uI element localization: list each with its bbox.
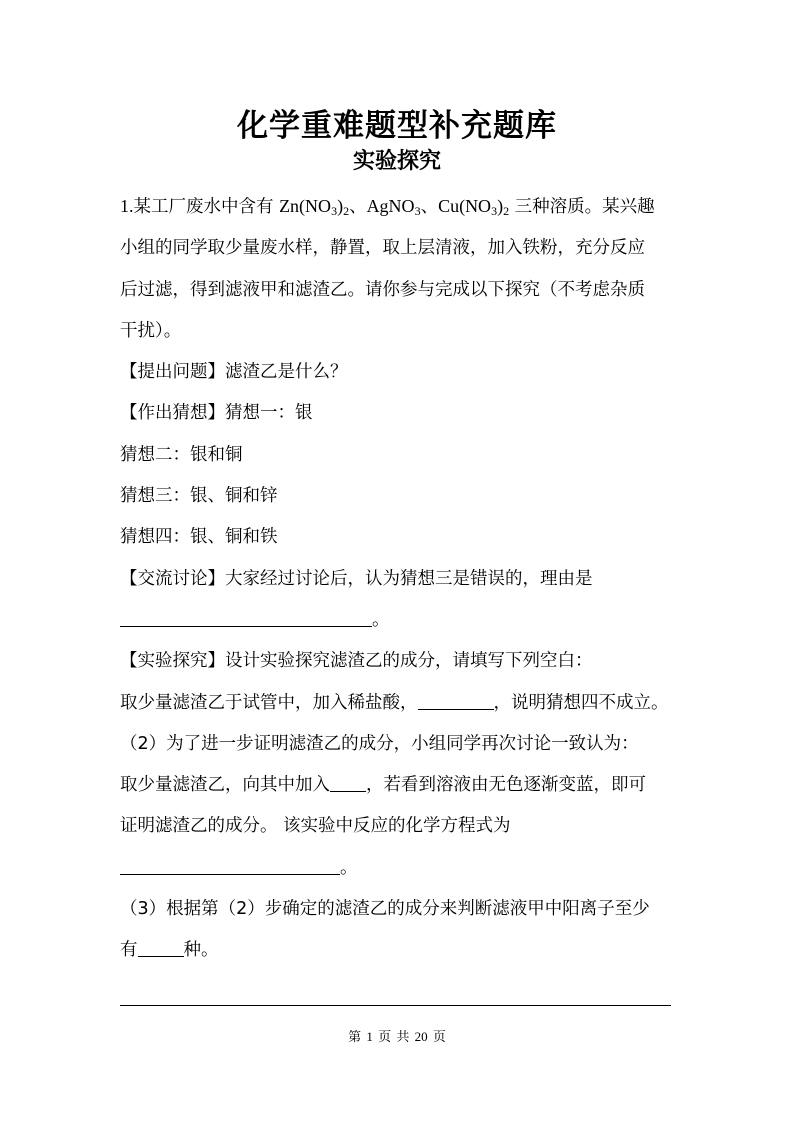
question-body — [120, 186, 680, 972]
experiment-step-1: 取少量滤渣乙于试管中，加入稀盐酸， ，说明猜想四不成立。 — [120, 692, 669, 713]
page-title: 化学重难题型补充题库 — [237, 108, 557, 144]
period: 。 — [340, 857, 358, 878]
guess-3: 猜想三：银、铜和锌 — [120, 486, 278, 507]
page-number: 第 1 页 共 20 页 — [348, 1029, 446, 1044]
formula-copper-nitrate: $Cu(NO_3)_2$ — [438, 196, 510, 218]
separator: 、 — [420, 197, 439, 217]
experiment-step-3-answer: 有 种。 — [120, 940, 219, 961]
experiment-step-2-equation-prompt: 证明滤渣乙的成分。 该实验中反应的化学方程式为 — [120, 816, 511, 837]
guess-4: 猜想四：银、铜和铁 — [120, 527, 278, 548]
equation-answer-line — [120, 848, 680, 889]
problem-statement: 【提出问题】滤渣乙是什么？ — [120, 362, 348, 383]
question-line-3: 后过滤，得到滤液甲和滤渣乙。请你参与完成以下探究（不考虑杂质 — [120, 279, 645, 300]
guess-1: 【作出猜想】猜想一：银 — [120, 403, 313, 424]
discussion-prompt: 【交流讨论】大家经过讨论后，认为猜想三是错误的，理由是 — [120, 568, 593, 589]
intro-prefix: 某工厂废水中含有 — [133, 197, 280, 217]
question-line-2: 小组的同学取少量废水样，静置，取上层清液，加入铁粉，充分反应 — [120, 238, 645, 259]
footer-divider — [120, 1005, 671, 1006]
experiment-step-3-intro: （3）根据第（2）步确定的滤渣乙的成分来判断滤液甲中阳离子至少 — [120, 899, 650, 920]
answer-blank-reason[interactable] — [120, 625, 372, 627]
answer-blank-reagent[interactable] — [330, 790, 366, 792]
question-line-4: 干扰）。 — [120, 320, 182, 341]
discussion-answer-line — [120, 600, 680, 641]
answer-blank-phenomenon[interactable] — [418, 708, 494, 710]
question-intro-line — [120, 186, 680, 228]
separator: 、 — [349, 197, 367, 217]
section-subtitle: 实验探究 — [352, 149, 441, 174]
question-number: 1. — [120, 196, 134, 216]
formula-zinc-nitrate: $Zn(NO_3)_2$ — [279, 196, 350, 218]
period: 。 — [372, 609, 390, 630]
guess-2: 猜想二：银和铜 — [120, 444, 243, 465]
formula-silver-nitrate: AgNO$_3$ — [366, 196, 421, 218]
intro-suffix: 三种溶质。某兴趣 — [509, 197, 655, 217]
experiment-step-2-action: 取少量滤渣乙，向其中加入 ，若看到溶液由无色逐渐变蓝，即可 — [120, 775, 646, 796]
answer-blank-equation[interactable] — [120, 873, 340, 875]
answer-blank-ion-count[interactable] — [138, 955, 184, 957]
experiment-heading: 【实验探究】设计实验探究滤渣乙的成分，请填写下列空白： — [120, 651, 593, 672]
experiment-step-2-intro: （2）为了进一步证明滤渣乙的成分，小组同学再次讨论一致认为： — [120, 733, 639, 754]
